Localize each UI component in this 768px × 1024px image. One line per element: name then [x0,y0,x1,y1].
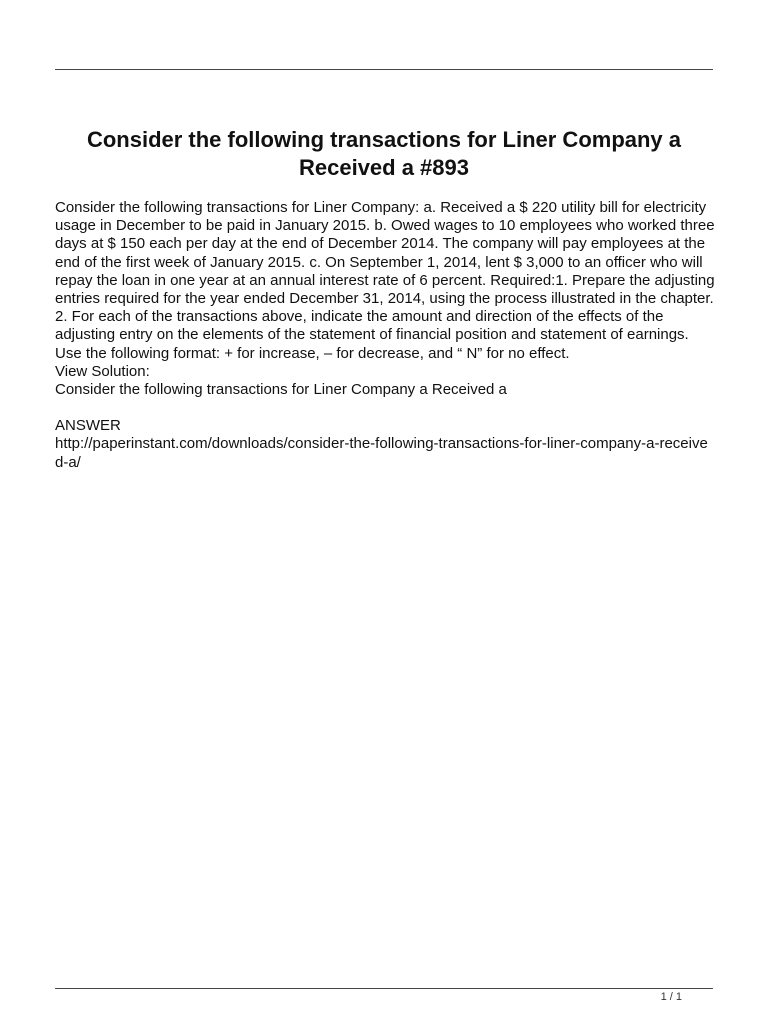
spacer [55,399,715,417]
document-title: Consider the following transactions for Liner Company a Received a #893 [86,127,682,180]
answer-label: ANSWER [55,417,121,435]
answer-link[interactable]: http://paperinstant.com/downloads/consider-the-following-transactions-for-liner-company-a-received-a/ [55,435,708,471]
question-text: Consider the following transactions for Liner Company: a. Received a $ 220 utility bill for electricity usage in December to be paid in January 2015. b. Owed wages to 10 employees who worked three days at $ 150 each per day at the end of December 2014. The company will pay employees at the end of the first week of January 2015. c. On September 1, 2014, lent $ 3,000 to an officer who will repay the loan in one year at an annual interest rate of 6 percent. Required:1. Prepare the adjusting entries required for the year ended December 31, 2014, using the process illustrated in the chapter. 2. For each of the transactions above, indicate the amount and direction of the effects of the adjusting entry on the elements of the statement of financial position and statement of earnings. Use the following format: + for increase, – for decrease, and “ N” for no effect. [55,199,715,362]
page-number: 1 / 1 [660,991,682,1003]
view-solution-label: View Solution: [55,362,150,380]
bottom-divider [55,988,713,989]
document-content [55,199,715,472]
solution-title: Consider the following transactions for Liner Company a Received a [55,381,507,399]
top-divider [55,69,713,70]
